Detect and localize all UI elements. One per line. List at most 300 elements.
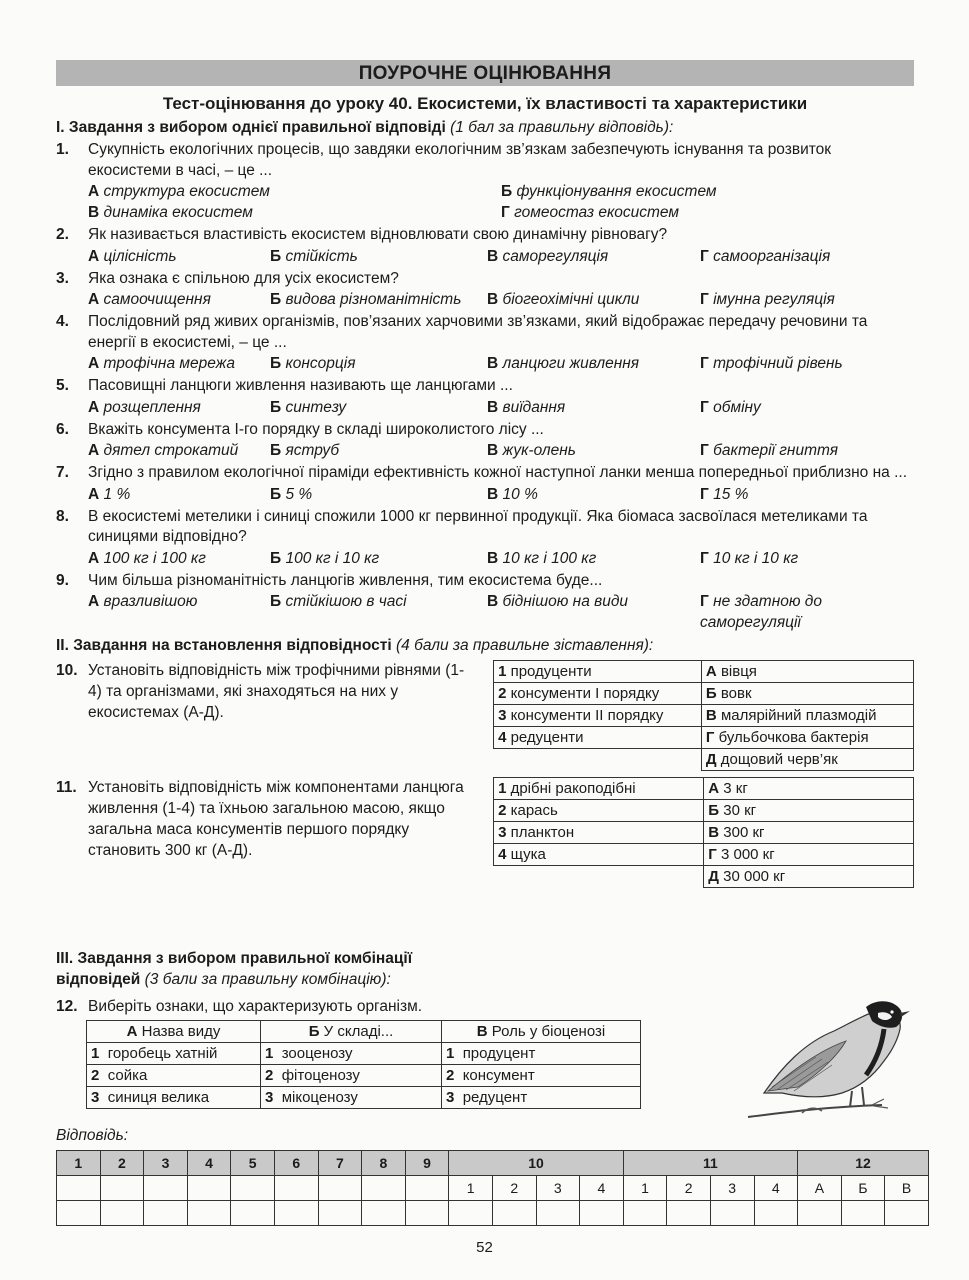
right-cell [701,661,913,683]
table-cell [442,1065,641,1087]
table-cell [261,1043,442,1065]
item-letter: Г [708,846,717,863]
question-text: Послідовний ряд живих організмів, пов’язаних харчовими зв’язками, який відображає передачу речовини та енергії в екосистемі, – це ... [88,313,868,351]
left-cell [494,749,702,771]
column-letter: В [476,1023,488,1040]
answer-option[interactable] [700,548,907,569]
right-cell [704,778,914,800]
answer-cell[interactable] [362,1201,406,1226]
left-cell [494,800,704,822]
option-letter: Б [501,183,513,200]
section-2-heading [56,636,914,656]
answer-subheader: 1 [623,1176,667,1201]
answer-subheader: 3 [710,1176,754,1201]
right-cell [704,866,914,888]
answer-cell[interactable] [405,1176,449,1201]
item-number: 1 [265,1045,274,1062]
table-row [87,1087,641,1109]
answer-cell[interactable] [274,1201,318,1226]
question-number: 1. [56,141,69,158]
column-header [442,1021,641,1043]
item-text: синиця велика [107,1089,210,1106]
option-text: стійкішою в часі [285,593,407,610]
item-number: 1 [446,1045,455,1062]
item-text: 30 кг [723,802,757,819]
item-number: 2 [446,1067,455,1084]
option-letter: А [88,355,100,372]
option-letter: Г [700,442,709,459]
answer-option[interactable] [88,202,501,223]
answer-cell[interactable] [100,1201,144,1226]
option-letter: Г [700,355,709,372]
option-text: саморегуляція [502,247,609,265]
answer-option[interactable] [487,548,700,569]
answer-cell[interactable] [144,1176,188,1201]
answer-question-number: 7 [318,1151,362,1176]
section-3-note: (3 бали за правильну комбінацію): [144,971,391,988]
option-letter: Г [700,247,709,265]
answer-question-number: 9 [405,1151,449,1176]
answer-cell[interactable] [536,1201,580,1226]
option-text: гомеостаз екосистем [514,204,680,221]
answer-cell[interactable] [318,1176,362,1201]
option-letter: Б [270,355,282,372]
option-letter: Б [270,442,282,459]
answer-question-number: 4 [187,1151,231,1176]
section-2-title: II. Завдання на встановлення відповідності [56,637,392,654]
option-text: цілісність [103,247,177,265]
item-text: консументи I порядку [510,685,660,702]
left-cell [494,727,702,749]
question-number: 5. [56,377,69,394]
table-cell [261,1065,442,1087]
question-number: 3. [56,269,69,287]
option-letter: Б [270,593,282,610]
matching-table-10 [493,660,914,771]
answer-cell[interactable] [754,1201,798,1226]
answer-cell[interactable] [492,1201,536,1226]
table-row [494,800,914,822]
column-title: Роль у біоценозі [491,1023,606,1040]
question-number: 4. [56,313,69,330]
question-text: Згідно з правилом екологічної піраміди ефективність кожної наступної ланки менша попередньої приблизно на ... [88,464,908,481]
option-text: імунна регуляція [713,291,835,308]
table-row [494,844,914,866]
item-text: 30 000 кг [723,868,786,885]
section-1-title: I. Завдання з вибором однієї правильної відповіді [56,119,446,136]
item-text: 3 кг [723,780,748,797]
table-row [494,749,914,771]
item-text: фітоценозу [281,1067,360,1084]
answer-question-number: 10 [449,1151,623,1176]
answer-cell[interactable] [57,1176,101,1201]
item-letter: А [708,780,720,797]
table-cell [261,1087,442,1109]
item-letter: Б [708,802,720,819]
item-number: 3 [498,707,507,724]
answer-option[interactable] [700,246,907,267]
question-text: Пасовищні ланцюги живлення називають ще ланцюгами ... [88,377,513,394]
item-text: планктон [510,824,575,841]
option-letter: А [88,398,100,416]
answer-cell[interactable] [187,1201,231,1226]
question-1 [56,140,914,223]
answer-option[interactable] [700,484,907,505]
item-number: 3 [498,824,507,841]
item-letter: Б [705,685,717,702]
option-text: розщеплення [103,398,201,416]
answer-cell[interactable] [623,1201,667,1226]
table-row [494,661,914,683]
answer-grid [56,1150,929,1226]
answer-question-number: 3 [144,1151,188,1176]
left-cell [494,661,702,683]
table-row [494,866,914,888]
answer-subheader-row [57,1176,929,1201]
answer-question-number: 2 [100,1151,144,1176]
answer-option[interactable] [270,246,487,267]
answer-option[interactable] [88,246,270,267]
item-number: 2 [91,1067,100,1084]
option-letter: Г [501,204,510,221]
section-2-note: (4 бали за правильне зіставлення): [396,637,654,654]
page-number: 52 [476,1239,493,1256]
table-row [87,1043,641,1065]
answer-option[interactable] [700,591,907,633]
question-5 [56,376,914,418]
answer-option[interactable] [270,353,487,374]
answer-cell[interactable] [841,1201,885,1226]
test-title: Тест-оцінювання до уроку 40. Екосистеми, їх властивості та характеристики [162,94,808,113]
table-row [494,822,914,844]
option-text: біднішою на види [502,593,629,610]
option-letter: А [88,247,100,265]
answer-option[interactable] [487,440,700,461]
answer-option[interactable] [88,591,270,633]
section-1-heading [56,118,914,138]
answer-option[interactable] [700,440,907,461]
option-text: не здатною до саморегуляції [700,593,822,631]
question-number: 10. [56,662,78,679]
answer-subheader: 3 [536,1176,580,1201]
item-text: горобець хатній [107,1045,218,1062]
item-text: мікоценозу [281,1089,358,1106]
item-text: 300 кг [723,824,765,841]
answer-cell[interactable] [187,1176,231,1201]
option-text: трофічний рівень [713,355,843,372]
option-text: самоочищення [103,291,211,308]
answer-subheader: 4 [754,1176,798,1201]
answer-subheader: Б [841,1176,885,1201]
column-header [261,1021,442,1043]
option-letter: В [487,549,499,567]
table-row [494,705,914,727]
item-text: вовк [720,685,752,702]
question-number: 8. [56,507,69,525]
item-number: 4 [498,729,507,746]
question-number: 12. [56,998,78,1015]
answer-option[interactable] [487,289,700,310]
question-number: 6. [56,420,69,438]
answer-cell[interactable] [362,1176,406,1201]
table-row [87,1065,641,1087]
option-letter: В [88,204,100,221]
answer-subheader: В [885,1176,929,1201]
answer-option[interactable] [88,484,270,505]
item-number: 1 [91,1045,100,1062]
item-letter: В [708,824,720,841]
option-text: синтезу [285,398,347,416]
option-text: динаміка екосистем [103,204,253,221]
answer-option[interactable] [700,397,907,418]
option-text: стійкість [285,247,358,265]
question-2 [56,225,914,267]
answer-option[interactable] [270,591,487,633]
option-text: видова різноманітність [285,291,462,308]
section-banner: ПОУРОЧНЕ ОЦІНЮВАННЯ [56,60,914,86]
option-letter: В [487,398,499,416]
item-letter: Д [705,751,717,768]
option-letter: Б [270,485,282,503]
item-text: редуценти [510,729,584,746]
item-number: 2 [265,1067,274,1084]
column-header [87,1021,261,1043]
item-text: продуценти [510,663,592,680]
option-letter: В [487,355,499,372]
question-3 [56,269,914,311]
option-letter: В [487,485,499,503]
question-text: Вкажіть консумента I-го порядку в складі широколистого лісу ... [88,420,544,438]
item-text: щука [510,846,546,863]
column-letter: Б [308,1023,320,1040]
question-text: В екосистемі метелики і синиці спожили 1000 кг первинної продукції. Яка біомаса засвоїлася метеликами та синицями відповідно? [88,507,868,545]
option-text: консорція [285,355,356,372]
right-cell [701,683,913,705]
answer-cell[interactable] [100,1176,144,1201]
option-letter: Б [270,291,282,308]
worksheet-page [56,60,914,1144]
answer-cell[interactable] [667,1201,711,1226]
option-letter: А [88,485,100,503]
option-letter: В [487,593,499,610]
answer-subheader: А [798,1176,842,1201]
option-text: обміну [713,398,761,416]
answer-question-number: 12 [798,1151,929,1176]
option-text: біогеохімічні цикли [502,291,640,308]
item-text: дощовий черв’як [720,751,838,768]
item-text: редуцент [462,1089,528,1106]
item-text: консумент [462,1067,535,1084]
option-text: 15 % [713,485,749,503]
header-row [87,1021,641,1043]
answer-subheader: 1 [449,1176,493,1201]
option-letter: Г [700,291,709,308]
option-letter: Б [270,398,282,416]
right-cell [701,705,913,727]
item-text: 3 000 кг [720,846,775,863]
question-7 [56,463,914,505]
option-letter: Г [700,549,709,567]
answer-option[interactable] [487,591,700,633]
option-letter: Б [270,549,282,567]
section-3-title: III. Завдання з вибором правильної комбінації відповідей [56,950,413,988]
answer-subheader: 2 [492,1176,536,1201]
option-text: виїдання [502,398,566,416]
great-tit-bird-illustration [742,995,910,1130]
table-cell [442,1043,641,1065]
column-title: У складі... [323,1023,394,1040]
column-letter: А [126,1023,138,1040]
option-letter: В [487,291,499,308]
option-text: трофічна мережа [103,355,235,372]
answer-option[interactable] [88,397,270,418]
table-cell [87,1043,261,1065]
question-10 [56,660,914,771]
right-cell [704,844,914,866]
answer-option[interactable] [270,289,487,310]
item-text: продуцент [462,1045,536,1062]
item-number: 3 [91,1089,100,1106]
option-letter: В [487,442,499,459]
question-11 [56,777,914,888]
left-cell [494,866,704,888]
item-letter: Г [705,729,715,746]
answer-option[interactable] [487,353,700,374]
right-cell [704,822,914,844]
answer-question-number: 6 [274,1151,318,1176]
answer-option[interactable] [270,397,487,418]
item-number: 2 [498,802,507,819]
answer-label: Відповідь: [56,1127,129,1144]
option-letter: А [88,291,100,308]
answer-question-number: 8 [362,1151,406,1176]
answer-option[interactable] [487,484,700,505]
question-text: Установіть відповідність між трофічними рівнями (1-4) та організмами, які знаходяться на них у екосистемах (А-Д). [88,662,465,721]
question-text: Як називається властивість екосистем відновлювати свою динамічну рівновагу? [88,226,668,243]
item-text: консументи II порядку [510,707,664,724]
option-letter: А [88,183,100,200]
answer-option[interactable] [270,440,487,461]
table-row [494,683,914,705]
item-text: карась [510,802,558,819]
question-8 [56,507,914,569]
answer-option[interactable] [88,548,270,569]
left-cell [494,844,704,866]
option-text: 5 % [285,485,313,503]
left-cell [494,822,704,844]
answer-option[interactable] [700,289,907,310]
item-number: 4 [498,846,507,863]
combination-table-12 [86,1020,641,1109]
answer-option[interactable] [501,202,914,223]
item-text: вівця [720,663,757,680]
option-letter: А [88,549,100,567]
column-title: Назва виду [141,1023,221,1040]
question-6 [56,420,914,462]
answer-cell[interactable] [580,1201,624,1226]
answer-cell[interactable] [57,1201,101,1226]
table-cell [87,1087,261,1109]
answer-option[interactable] [88,440,270,461]
matching-table-11 [493,777,914,888]
section-3-heading [56,945,476,990]
answer-option[interactable] [270,484,487,505]
item-number: 2 [498,685,507,702]
option-letter: Г [700,593,709,610]
left-cell [494,705,702,727]
answer-option[interactable] [88,289,270,310]
answer-question-number: 5 [231,1151,275,1176]
option-text: 10 кг і 10 кг [713,549,799,567]
question-list [56,140,914,633]
item-letter: А [705,663,717,680]
answer-cell[interactable] [405,1201,449,1226]
question-number: 11. [56,779,77,796]
option-text: структура екосистем [103,183,270,200]
option-text: ланцюги живлення [502,355,640,372]
question-9 [56,571,914,634]
option-letter: В [487,247,499,265]
answer-option[interactable] [501,181,914,202]
answer-option[interactable] [270,548,487,569]
answer-cell[interactable] [274,1176,318,1201]
answer-option[interactable] [88,181,501,202]
answer-question-number: 1 [57,1151,101,1176]
answer-question-number: 11 [623,1151,797,1176]
answer-cell[interactable] [231,1201,275,1226]
answer-cell[interactable] [318,1201,362,1226]
answer-cell[interactable] [449,1201,493,1226]
right-cell [701,749,913,771]
question-text: Сукупність екологічних процесів, що завдяки екологічним зв’язкам забезпечують існування та розвиток екосистеми в часі, – це ... [88,141,832,179]
answer-cell[interactable] [710,1201,754,1226]
left-cell [494,683,702,705]
answer-cell[interactable] [798,1201,842,1226]
item-text: малярійний плазмодій [720,707,877,724]
option-text: функціонування екосистем [516,183,717,200]
question-text: Чим більша різноманітність ланцюгів живлення, тим екосистема буде... [88,571,603,589]
answer-option[interactable] [88,353,270,374]
table-cell [442,1087,641,1109]
option-text: вразливішою [103,593,198,610]
item-text: сойка [107,1067,148,1084]
answer-option[interactable] [487,246,700,267]
item-number: 3 [265,1089,274,1106]
item-text: дрібні ракоподібні [510,780,636,797]
answer-option[interactable] [700,353,907,374]
left-cell [494,778,704,800]
option-text: 100 кг і 100 кг [103,549,206,567]
option-letter: Г [700,398,709,416]
answer-cell[interactable] [885,1201,929,1226]
item-number: 1 [498,780,507,797]
option-letter: Г [700,485,709,503]
question-text: Установіть відповідність між компонентами ланцюга живлення (1-4) та їхньою загальною масою, якщо загальна маса консументів першого порядку становить 300 кг (А-Д). [88,779,464,859]
item-letter: Д [708,868,719,885]
option-text: бактерії гниття [713,442,839,459]
question-number: 9. [56,571,69,589]
answer-cell[interactable] [231,1176,275,1201]
answer-subheader: 2 [667,1176,711,1201]
answer-cell[interactable] [144,1201,188,1226]
option-letter: Б [270,247,282,265]
item-text: бульбочкова бактерія [718,729,869,746]
item-text: зооценозу [281,1045,353,1062]
answer-subheader: 4 [580,1176,624,1201]
answer-option[interactable] [487,397,700,418]
question-number: 2. [56,226,69,243]
option-text: 10 % [502,485,538,503]
